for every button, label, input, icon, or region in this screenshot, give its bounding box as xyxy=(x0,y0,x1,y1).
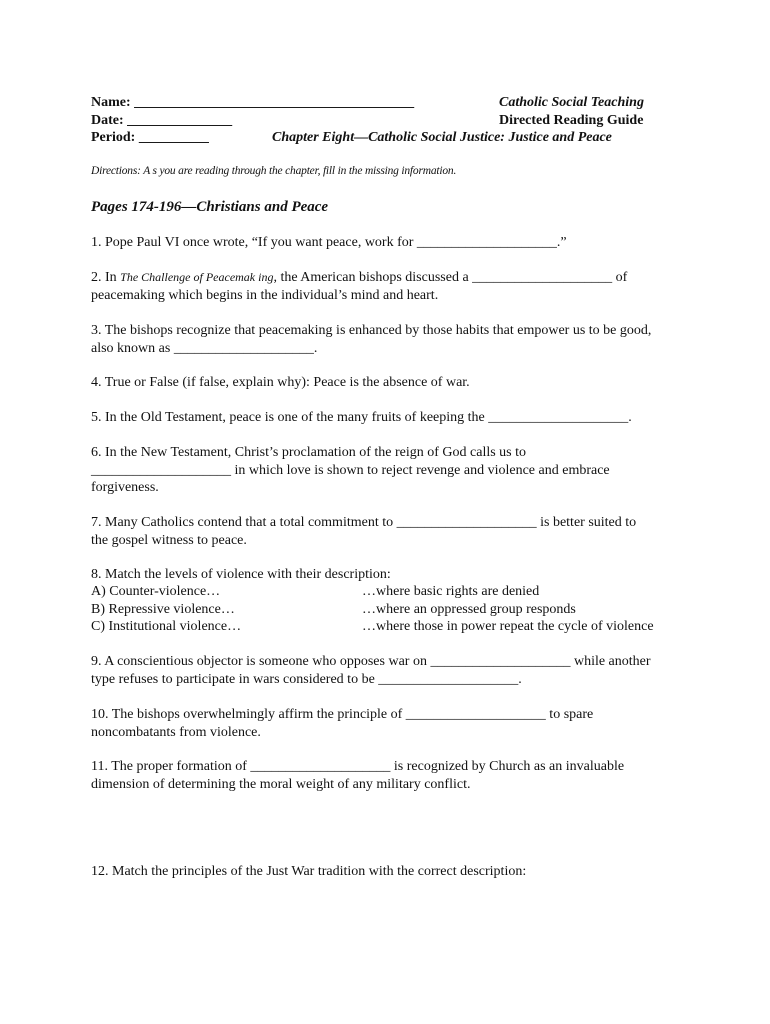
violence-description-1: …where basic rights are denied xyxy=(362,584,540,599)
question-11 xyxy=(91,758,691,793)
chapter-title: Chapter Eight—Catholic Social Justice: Justice and Peace xyxy=(272,130,612,145)
question-8 xyxy=(91,566,691,584)
question-10 xyxy=(91,706,691,741)
question-11-line-2: dimension of determining the moral weight of any military conflict. xyxy=(91,776,471,792)
directions-text: Directions: A s you are reading through the chapter, fill in the missing information. xyxy=(91,165,457,177)
name-field[interactable]: Name: ________________________________________ xyxy=(91,95,415,110)
question-7 xyxy=(91,514,691,549)
question-2-book-title: The Challenge of Peacemak ing xyxy=(120,270,274,284)
course-info-block xyxy=(499,94,644,129)
period-field[interactable]: Period: __________ xyxy=(91,130,209,145)
violence-description-2: …where an oppressed group responds xyxy=(362,601,576,617)
question-1 xyxy=(91,234,691,252)
question-12 xyxy=(91,863,691,881)
question-6-line-2: ____________________ in which love is shown to reject revenge and violence and embrace xyxy=(91,462,610,478)
violence-description-3: …where those in power repeat the cycle of violence xyxy=(362,619,654,634)
question-11-line-1: 11. The proper formation of ____________________ is recognized by Church as an invaluable xyxy=(91,759,625,774)
question-4-text: 4. True or False (if false, explain why): Peace is the absence of war. xyxy=(91,375,470,390)
section-title: Pages 174-196—Christians and Peace xyxy=(91,199,329,215)
violence-level-a: A) Counter-violence… xyxy=(91,584,221,599)
question-2-line-2: peacemaking which begins in the individual’s mind and heart. xyxy=(91,287,439,303)
question-6 xyxy=(91,444,691,497)
guide-title: Directed Reading Guide xyxy=(499,112,644,128)
question-4 xyxy=(91,374,691,392)
question-2-suffix: , the American bishops discussed a ____________________ of xyxy=(273,270,628,285)
question-9-line-1: 9. A conscientious objector is someone who opposes war on ____________________ while another xyxy=(91,654,651,669)
question-12-text: 12. Match the principles of the Just War tradition with the correct description: xyxy=(91,864,527,879)
question-1-text: 1. Pope Paul VI once wrote, “If you want peace, work for ____________________.” xyxy=(91,235,567,250)
question-7-line-1: 7. Many Catholics contend that a total commitment to ____________________ is better suited to xyxy=(91,515,637,530)
question-6-line-1: 6. In the New Testament, Christ’s proclamation of the reign of God calls us to xyxy=(91,445,527,460)
question-9 xyxy=(91,653,691,688)
question-3-line-1: 3. The bishops recognize that peacemaking is enhanced by those habits that empower us to be good, xyxy=(91,323,652,338)
date-field[interactable]: Date: _______________ xyxy=(91,112,233,128)
question-9-line-2: type refuses to participate in wars considered to be ____________________. xyxy=(91,671,522,687)
question-5 xyxy=(91,409,691,427)
question-2-prefix: 2. In xyxy=(91,270,121,285)
question-6-line-3: forgiveness. xyxy=(91,480,159,495)
question-2 xyxy=(91,269,691,304)
violence-level-b: B) Repressive violence… xyxy=(91,601,235,617)
question-10-line-2: noncombatants from violence. xyxy=(91,724,261,740)
question-10-line-1: 10. The bishops overwhelmingly affirm the principle of ____________________ to spare xyxy=(91,707,594,722)
question-3 xyxy=(91,322,691,357)
violence-level-c: C) Institutional violence… xyxy=(91,619,242,634)
violence-descriptions-list xyxy=(362,583,654,636)
question-3-line-2: also known as ____________________. xyxy=(91,340,318,356)
question-8-intro: 8. Match the levels of violence with their description: xyxy=(91,567,391,582)
question-7-line-2: the gospel witness to peace. xyxy=(91,532,247,548)
violence-levels-list xyxy=(91,583,241,636)
question-5-text: 5. In the Old Testament, peace is one of the many fruits of keeping the ____________________. xyxy=(91,410,632,425)
course-title: Catholic Social Teaching xyxy=(499,95,644,110)
